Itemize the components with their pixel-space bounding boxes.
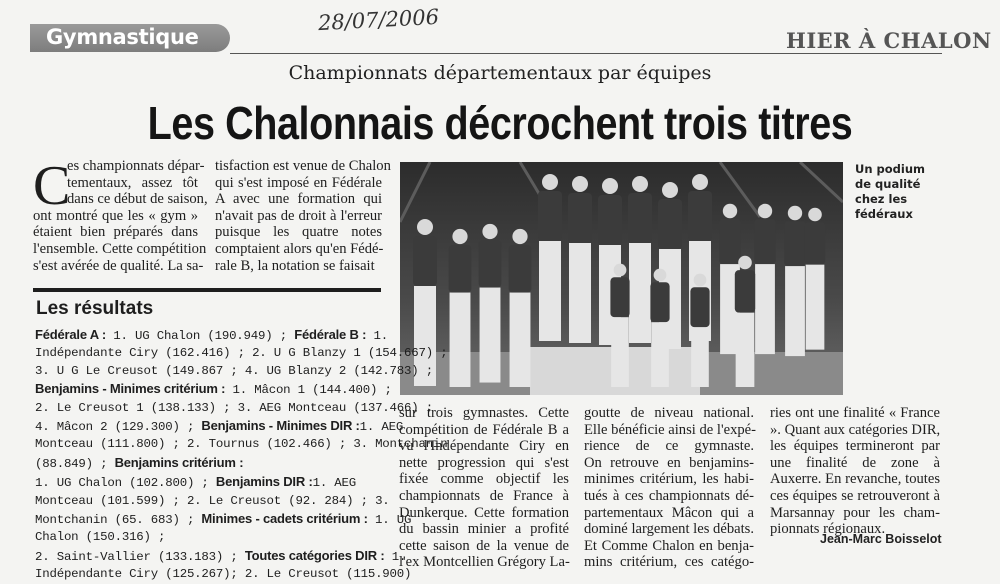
gymnast-figure xyxy=(610,264,629,387)
text-line: rale B, la notation se faisait xyxy=(215,257,375,274)
text-line: rience de ce gymnaste. xyxy=(584,438,754,455)
result-line xyxy=(35,529,380,546)
text-line: Un podium xyxy=(855,162,926,176)
text-line: Dunkerque. Cette formation xyxy=(399,504,569,521)
result-category: Benjamins - Minimes DIR : xyxy=(201,418,360,434)
gymnast-figure xyxy=(754,204,776,354)
article-column-2 xyxy=(215,158,391,274)
text-line: Auxerre. En revanche, toutes xyxy=(770,471,940,488)
text-line: es championnats dépar- xyxy=(67,158,205,174)
article-column-3 xyxy=(399,405,569,571)
result-line xyxy=(35,547,407,566)
result-line xyxy=(35,454,380,473)
result-text: 2. Le Creusot 1 (138.133) ; 3. AEG Montceau (137.466) ; xyxy=(35,400,433,415)
gymnast-figure xyxy=(479,224,502,383)
gymnast-figure xyxy=(784,206,806,356)
text-line: Et Comme Chalon en benja- xyxy=(584,537,754,554)
text-line: de qualité xyxy=(855,177,921,191)
gymnast-figure xyxy=(538,174,562,341)
text-line: fixée comme objectif les xyxy=(399,471,569,488)
gymnast-figure xyxy=(568,176,592,343)
result-category: Benjamins - Minimes critérium : xyxy=(35,381,226,397)
result-text: Montceau (111.800) ; 2. Tournus (102.466) ; 3. Montchanin xyxy=(35,437,448,452)
result-text: 2. Saint-Vallier (133.183) ; xyxy=(35,549,245,564)
text-line: ries ont une finalité « France xyxy=(770,405,940,421)
result-text: 1. UG xyxy=(367,513,412,528)
text-line: s'est avérée de qualité. La sa- xyxy=(33,257,204,274)
text-line: compétition de Fédérale B a xyxy=(399,421,569,438)
text-line: ont montré que les « gym » xyxy=(33,207,198,224)
result-line xyxy=(35,345,448,362)
text-line: partementaux Mâcon qui a xyxy=(584,504,754,521)
result-line xyxy=(35,473,380,492)
text-line: dominé largement les débats. xyxy=(584,521,754,538)
text-line: n'avait pas de droit à l'erreur xyxy=(215,207,382,224)
article-kicker: Championnats départementaux par équipes xyxy=(288,62,712,84)
text-line: cette saison de la venue de xyxy=(399,537,569,554)
drop-cap: C xyxy=(33,155,71,217)
result-text: 1. xyxy=(384,549,407,564)
results-rule xyxy=(33,288,381,292)
handwritten-date: 28/07/2006 xyxy=(317,4,440,36)
gymnast-figure xyxy=(449,229,472,387)
text-line: dans ce début de saison, xyxy=(67,191,208,208)
result-category: Benjamins critérium : xyxy=(114,454,244,470)
result-text: 1. AEG xyxy=(359,420,404,435)
result-text: Indépendante Ciry (162.416) ; 2. U G Blanzy 1 (154.667) ; xyxy=(35,346,448,361)
text-line: nette progression qui s'est xyxy=(399,454,569,471)
article-column-1 xyxy=(33,155,208,274)
result-line xyxy=(35,380,392,399)
text-line: Marsannay pour les cham- xyxy=(770,504,940,521)
text-line: pionnats régionaux. xyxy=(770,521,886,538)
text-line: une finalité de zone à xyxy=(770,454,940,471)
result-text: 1. UG Chalon (190.949) ; xyxy=(106,329,295,343)
section-label: HIER À CHALON xyxy=(786,28,992,53)
results-title: Les résultats xyxy=(36,298,154,319)
result-line xyxy=(35,417,404,436)
text-line: du bassin minier a profité xyxy=(399,521,569,538)
result-category: Toutes catégories DIR : xyxy=(244,547,385,563)
text-line: ces équipes se retrouveront à xyxy=(770,487,940,504)
gymnast-figure xyxy=(805,208,825,350)
text-line: tués à ces championnats dé- xyxy=(584,487,754,504)
article-column-4 xyxy=(584,405,754,571)
results-list xyxy=(35,326,448,584)
result-category: Benjamins DIR : xyxy=(215,474,313,490)
result-line xyxy=(35,400,433,417)
text-line: les équipes termineront par xyxy=(770,438,940,455)
result-line xyxy=(35,566,412,583)
header-divider xyxy=(230,53,942,54)
byline: Jean-Marc Boisselot xyxy=(820,532,942,546)
gymnast-figure xyxy=(690,274,709,387)
text-line: goutte de niveau national. xyxy=(584,405,754,421)
text-line: championnats de France à xyxy=(399,487,569,504)
text-line: étaient bien préparés dans xyxy=(33,224,198,241)
text-line: minimes critérium, les habi- xyxy=(584,471,754,488)
result-text: Indépendante Ciry (125.267); 2. Le Creusot (115.900) xyxy=(35,567,412,582)
text-line: l'ensemble. Cette compétition xyxy=(33,240,207,257)
rubric-label: Gymnastique xyxy=(46,25,199,49)
article-headline: Les Chalonnais décrochent trois titres xyxy=(147,97,853,149)
text-line: puisque les quatre notes xyxy=(215,224,382,241)
result-text: Montceau (101.599) ; 2. Le Creusot (92. 284) ; 3. xyxy=(35,493,390,508)
result-line xyxy=(35,363,433,380)
result-line xyxy=(35,436,448,453)
gymnast-figure xyxy=(628,176,652,343)
gymnast-figure xyxy=(509,229,532,387)
gymnast-figure xyxy=(413,219,437,386)
text-line: vu l'Indépendante Ciry en xyxy=(399,438,569,455)
result-text: 1. Mâcon 1 (144.400) ; xyxy=(225,383,392,398)
result-line xyxy=(35,510,412,529)
result-text: 1. AEG xyxy=(312,476,356,491)
text-line: tementaux, assez tôt xyxy=(67,174,198,191)
photo-caption xyxy=(855,162,965,222)
result-line xyxy=(35,326,388,345)
result-category: Fédérale B : xyxy=(294,327,367,342)
text-line: sur trois gymnastes. Cette xyxy=(399,405,569,421)
result-text: Chalon (150.316) ; xyxy=(35,530,166,545)
article-column-5 xyxy=(770,405,940,538)
text-line: ». Quant aux catégories DIR, xyxy=(770,421,941,438)
text-line: mins critérium, ces catégo- xyxy=(584,554,754,571)
text-line: qui s'est imposé en Fédérale xyxy=(215,174,382,191)
gymnast-figure xyxy=(650,269,669,387)
text-line: On retrouve en benjamins- xyxy=(584,454,754,471)
result-text: (88.849) ; xyxy=(35,456,115,471)
text-line: chez les xyxy=(855,192,908,206)
text-line: A avec une formation qui xyxy=(215,191,382,208)
text-line: fédéraux xyxy=(855,207,913,221)
result-text: 1. xyxy=(366,329,388,343)
gymnast-figure xyxy=(735,256,755,387)
text-line: Elle bénéficie ainsi de l'expé- xyxy=(584,421,756,438)
text-line: comptaient alors qu'en Fédé- xyxy=(215,240,384,257)
result-line xyxy=(35,493,390,510)
text-line: l'ex Montcellien Grégory La- xyxy=(399,554,570,571)
result-text: 1. UG Chalon (102.800) ; xyxy=(35,476,216,491)
text-line: tisfaction est venue de Chalon xyxy=(215,158,391,174)
team-photo-illustration xyxy=(400,162,843,395)
result-category: Minimes - cadets critérium : xyxy=(201,511,368,527)
result-text: 4. Mâcon 2 (129.300) ; xyxy=(35,420,202,435)
result-text: Montchanin (65. 683) ; xyxy=(35,513,202,528)
team-podium-photo xyxy=(400,162,843,395)
result-text: 3. U G Le Creusot (149.867 ; 4. UG Blanzy 2 (142.783) ; xyxy=(35,363,433,378)
result-category: Fédérale A : xyxy=(35,327,107,342)
